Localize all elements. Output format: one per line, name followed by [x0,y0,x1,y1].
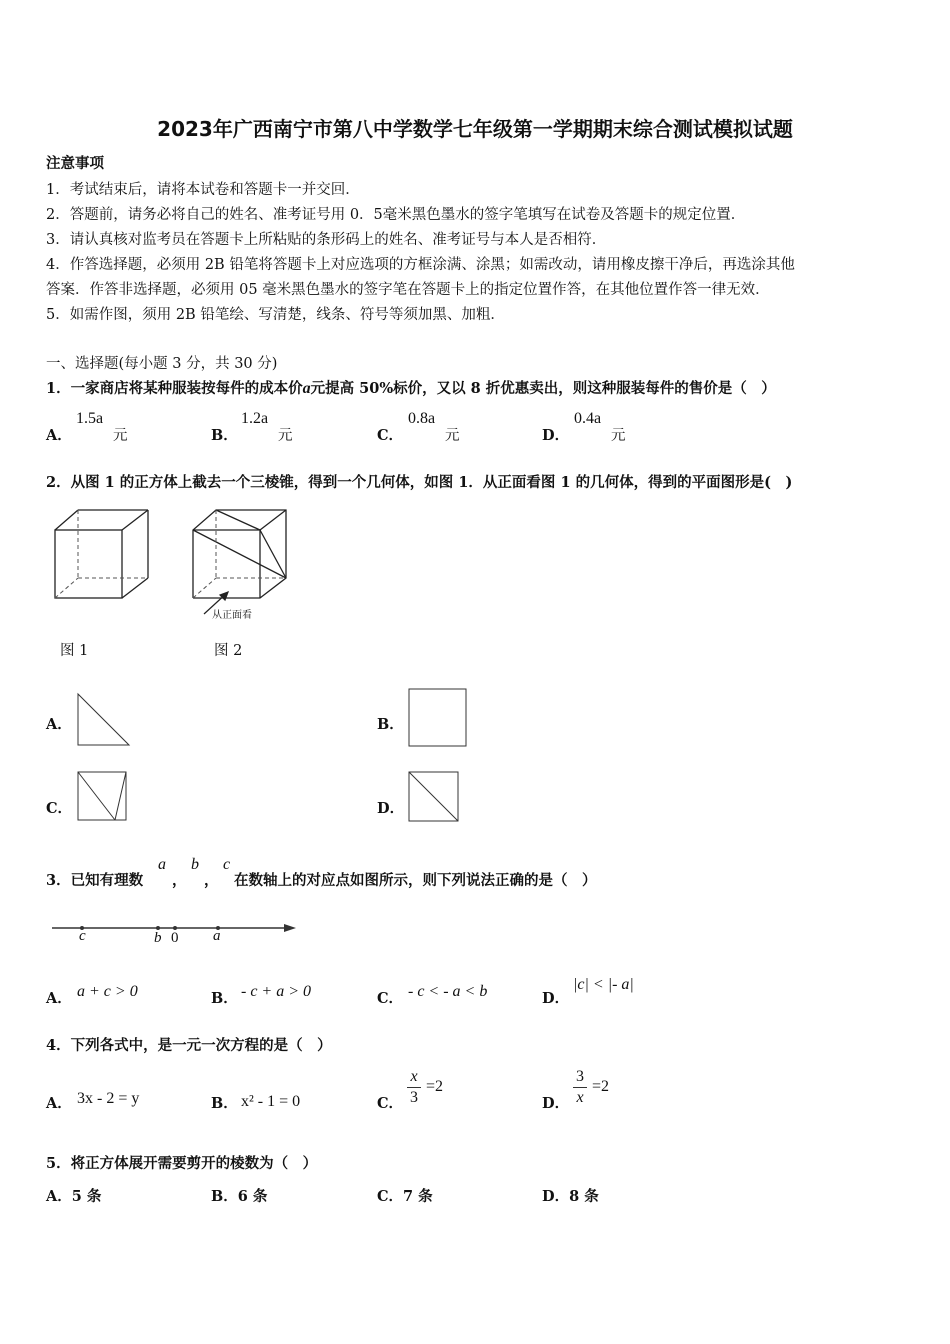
q1-option-d-unit: 元 [611,428,626,444]
q3-var-a: a [158,856,166,873]
q3-option-b-label: B． [211,990,238,1007]
q3-stem-start: 3．已知有理数 [46,872,144,889]
q5-option-b [211,1185,267,1206]
q4-option-d-rhs: =2 [592,1078,610,1095]
q3-option-d-math: |c| < |- a| [573,976,634,993]
question-5-stem: 5．将正方体展开需要剪开的棱数为（ ） [46,1155,318,1172]
q1-stem-end: 元提高 50%标价，又以 8 折优惠卖出，则这种服装每件的售价是（ ） [310,380,776,397]
q5-option-d [542,1185,599,1206]
question-4-stem: 4．下列各式中，是一元一次方程的是（ ） [46,1037,332,1054]
q4-option-d-label: D． [542,1095,570,1112]
question-1-stem [46,377,776,398]
q2-option-b-label: B． [377,716,404,733]
q5-option-c-text: 7 条 [403,1188,433,1205]
q5-option-a-label: A． [46,1188,72,1205]
q1-option-d-label: D． [542,427,570,444]
notice-item: 2．答题前，请务必将自己的姓名、准考证号用 0．5毫米黑色墨水的签字笔填写在试卷及答题卡的规定位置． [46,207,746,223]
q1-option-d-math: 0.4a [574,410,602,427]
section-heading: 一、选择题(每小题 3 分，共 30 分) [46,356,278,372]
figure-2-caption: 图 2 [214,643,243,659]
q5-option-b-label: B． [211,1188,238,1205]
q2-option-a-triangle [77,693,132,748]
q1-var: a [302,380,311,397]
q3-var-c: c [223,856,231,873]
q1-option-a-label: A． [46,427,72,444]
q5-option-a [46,1185,101,1206]
notice-item: 4．作答选择题，必须用 2B 铅笔将答题卡上对应选项的方框涂满、涂黑；如需改动，请用橡皮擦干净后，再选涂其他 [46,257,795,273]
axis-label-c: c [79,928,86,944]
q1-option-c-unit: 元 [445,428,460,444]
fraction-numerator: x [410,1068,418,1085]
q1-option-b-math: 1.2a [241,410,269,427]
notice-item: 1．考试结束后，请将本试卷和答题卡一并交回． [46,182,360,198]
notice-item: 5．如需作图，须用 2B 铅笔绘、写清楚，线条、符号等须加黑、加粗． [46,307,505,323]
q3-option-c-label: C． [377,990,404,1007]
q2-option-b-square [408,688,468,748]
q2-option-c-label: C． [46,800,73,817]
fraction-bar [573,1087,587,1088]
fraction-denominator: x [576,1089,584,1106]
q5-option-d-label: D． [542,1188,570,1205]
q4-option-c-label: C． [377,1095,404,1112]
q4-option-c-rhs: =2 [426,1078,444,1095]
q3-option-c-math: - c < - a < b [408,983,488,1000]
notice-item: 答案．作答非选择题，必须用 05 毫米黑色墨水的签字笔在答题卡上的指定位置作答，在其他位置作答一律无效． [46,282,770,298]
q1-option-c-label: C． [377,427,404,444]
q2-option-a-label: A． [46,716,72,733]
q5-option-c [377,1185,433,1206]
q1-stem-start: 1．一家商店将某种服装按每件的成本价 [46,380,303,397]
axis-label-b: b [154,930,162,946]
q3-option-a-label: A． [46,990,72,1007]
q3-comma: ， [204,872,219,889]
q3-comma: ， [172,872,187,889]
q3-option-a-math: a + c > 0 [77,983,138,1000]
q3-var-b: b [191,856,199,873]
q1-option-c-math: 0.8a [408,410,436,427]
arrow-label-front-view: 从正面看 [212,610,252,621]
fraction-denominator: 3 [410,1089,418,1106]
q4-option-b-label: B． [211,1095,238,1112]
q4-option-a-math: 3x - 2 = y [77,1090,140,1107]
question-2-stem: 2．从图 1 的正方体上截去一个三棱锥，得到一个几何体，如图 1．从正面看图 1 的几何体，得到的平面图形是( ) [46,474,793,491]
q5-option-a-text: 5 条 [71,1188,102,1205]
notice-heading: 注意事项 [46,155,104,172]
q4-option-b-math: x² - 1 = 0 [241,1093,301,1110]
q2-option-c-square-diagonals [77,771,129,823]
axis-label-a: a [213,928,221,944]
q4-option-a-label: A． [46,1095,72,1112]
q3-option-d-label: D． [542,990,570,1007]
q2-option-d-label: D． [377,800,405,817]
q1-option-b-label: B． [211,427,238,444]
q5-option-b-text: 6 条 [237,1188,268,1205]
q1-option-a-math: 1.5a [76,410,104,427]
q4-option-c-fraction [407,1068,421,1107]
q1-option-a-unit: 元 [113,428,128,444]
notice-item: 3．请认真核对监考员在答题卡上所粘贴的条形码上的姓名、准考证号与本人是否相符． [46,232,607,248]
q5-option-c-label: C． [377,1188,404,1205]
q2-option-d-square-diagonal [408,771,460,823]
q3-stem-end: 在数轴上的对应点如图所示，则下列说法正确的是（ ） [234,872,597,889]
fraction-numerator: 3 [576,1068,584,1085]
figure-1-cube [52,508,152,603]
fraction-bar [407,1087,421,1088]
q5-option-d-text: 8 条 [569,1188,599,1205]
page-title: 2023年广西南宁市第八中学数学七年级第一学期期末综合测试模拟试题 [157,117,793,141]
q4-option-d-fraction [573,1068,587,1107]
q1-option-b-unit: 元 [278,428,293,444]
axis-label-zero: 0 [171,930,179,946]
q3-option-b-math: - c + a > 0 [241,983,312,1000]
figure-1-caption: 图 1 [60,643,89,659]
